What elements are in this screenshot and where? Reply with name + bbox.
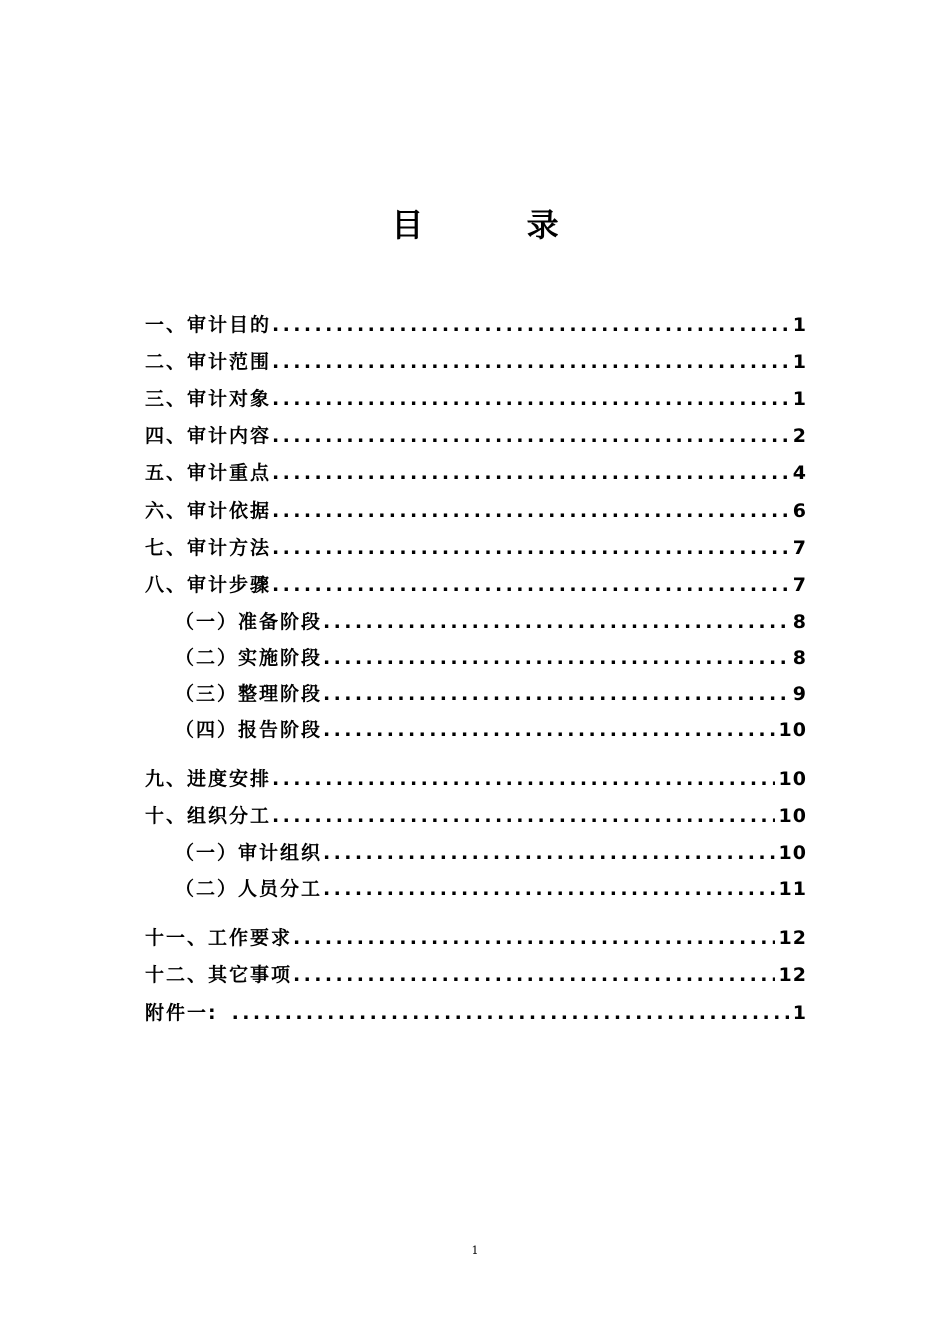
dot-leader [272, 314, 789, 336]
toc-entry-label: 十一、工作要求 [145, 927, 293, 949]
toc-entry-label: （一）审计组织 [175, 842, 323, 864]
toc-subentry[interactable] [175, 838, 807, 866]
toc-entry-label: 一、审计目的 [145, 314, 272, 336]
dot-leader [272, 351, 789, 373]
toc-entry[interactable] [145, 310, 807, 338]
toc-entry[interactable] [145, 923, 807, 951]
toc-entry-label: 九、进度安排 [145, 768, 272, 790]
toc-entry-page: 2 [792, 425, 807, 447]
dot-leader [272, 500, 789, 522]
toc-entry-label: 十、组织分工 [145, 805, 272, 827]
toc-entry[interactable] [145, 801, 807, 829]
toc-entry[interactable] [145, 347, 807, 375]
dot-leader [293, 927, 775, 949]
toc-entry[interactable] [145, 960, 807, 988]
toc-entry-page: 8 [792, 647, 807, 669]
dot-leader [272, 805, 775, 827]
toc-entry[interactable] [145, 998, 807, 1026]
toc-subentry[interactable] [175, 607, 807, 635]
toc-entry-page: 10 [778, 805, 807, 827]
toc-entry-label: 附件一: [145, 1002, 218, 1024]
dot-leader [272, 574, 789, 596]
toc-entry-page: 12 [778, 927, 807, 949]
toc-entry-page: 6 [792, 500, 807, 522]
toc-subentry[interactable] [175, 679, 807, 707]
dot-leader [272, 425, 789, 447]
toc-entry-page: 8 [792, 611, 807, 633]
toc-entry-label: 十二、其它事项 [145, 964, 293, 986]
toc-entry[interactable] [145, 421, 807, 449]
toc-entry-label: （二）实施阶段 [175, 647, 323, 669]
dot-leader [272, 537, 789, 559]
toc-entry-page: 1 [792, 351, 807, 373]
toc-subentry[interactable] [175, 874, 807, 902]
toc-entry-page: 9 [792, 683, 807, 705]
toc-subentry[interactable] [175, 715, 807, 743]
toc-entry-label: （二）人员分工 [175, 878, 323, 900]
toc-entry[interactable] [145, 458, 807, 486]
toc-entry-label: （三）整理阶段 [175, 683, 323, 705]
page-number: 1 [471, 1244, 479, 1257]
toc-entry-page: 11 [778, 878, 807, 900]
toc-entry-label: （四）报告阶段 [175, 719, 323, 741]
toc-entry-page: 10 [778, 719, 807, 741]
toc-entry-label: （一）准备阶段 [175, 611, 323, 633]
dot-leader [272, 768, 775, 790]
toc-entry-label: 八、审计步骤 [145, 574, 272, 596]
toc-entry-page: 7 [792, 574, 807, 596]
toc-entry-page: 12 [778, 964, 807, 986]
dot-leader [323, 611, 789, 633]
toc-entry[interactable] [145, 764, 807, 792]
toc-entry[interactable] [145, 496, 807, 524]
dot-leader [323, 842, 775, 864]
dot-leader [232, 1002, 789, 1024]
toc-entry[interactable] [145, 384, 807, 412]
toc-entry-label: 五、审计重点 [145, 462, 272, 484]
toc-entry[interactable] [145, 570, 807, 598]
toc-title: 目 录 [391, 206, 605, 244]
dot-leader [323, 683, 789, 705]
toc-entry-page: 7 [792, 537, 807, 559]
dot-leader [272, 388, 789, 410]
toc-entry-page: 10 [778, 842, 807, 864]
toc-entry-label: 六、审计依据 [145, 500, 272, 522]
toc-entry[interactable] [145, 533, 807, 561]
dot-leader [323, 647, 789, 669]
toc-entry-page: 1 [792, 388, 807, 410]
dot-leader [323, 719, 775, 741]
toc-entry-page: 1 [792, 1002, 807, 1024]
toc-entry-label: 七、审计方法 [145, 537, 272, 559]
toc-entry-label: 三、审计对象 [145, 388, 272, 410]
toc-entry-page: 1 [792, 314, 807, 336]
dot-leader [293, 964, 775, 986]
dot-leader [272, 462, 789, 484]
toc-entry-label: 四、审计内容 [145, 425, 272, 447]
toc-subentry[interactable] [175, 643, 807, 671]
toc-entry-page: 10 [778, 768, 807, 790]
toc-entry-label: 二、审计范围 [145, 351, 272, 373]
toc-entry-page: 4 [792, 462, 807, 484]
dot-leader [323, 878, 775, 900]
